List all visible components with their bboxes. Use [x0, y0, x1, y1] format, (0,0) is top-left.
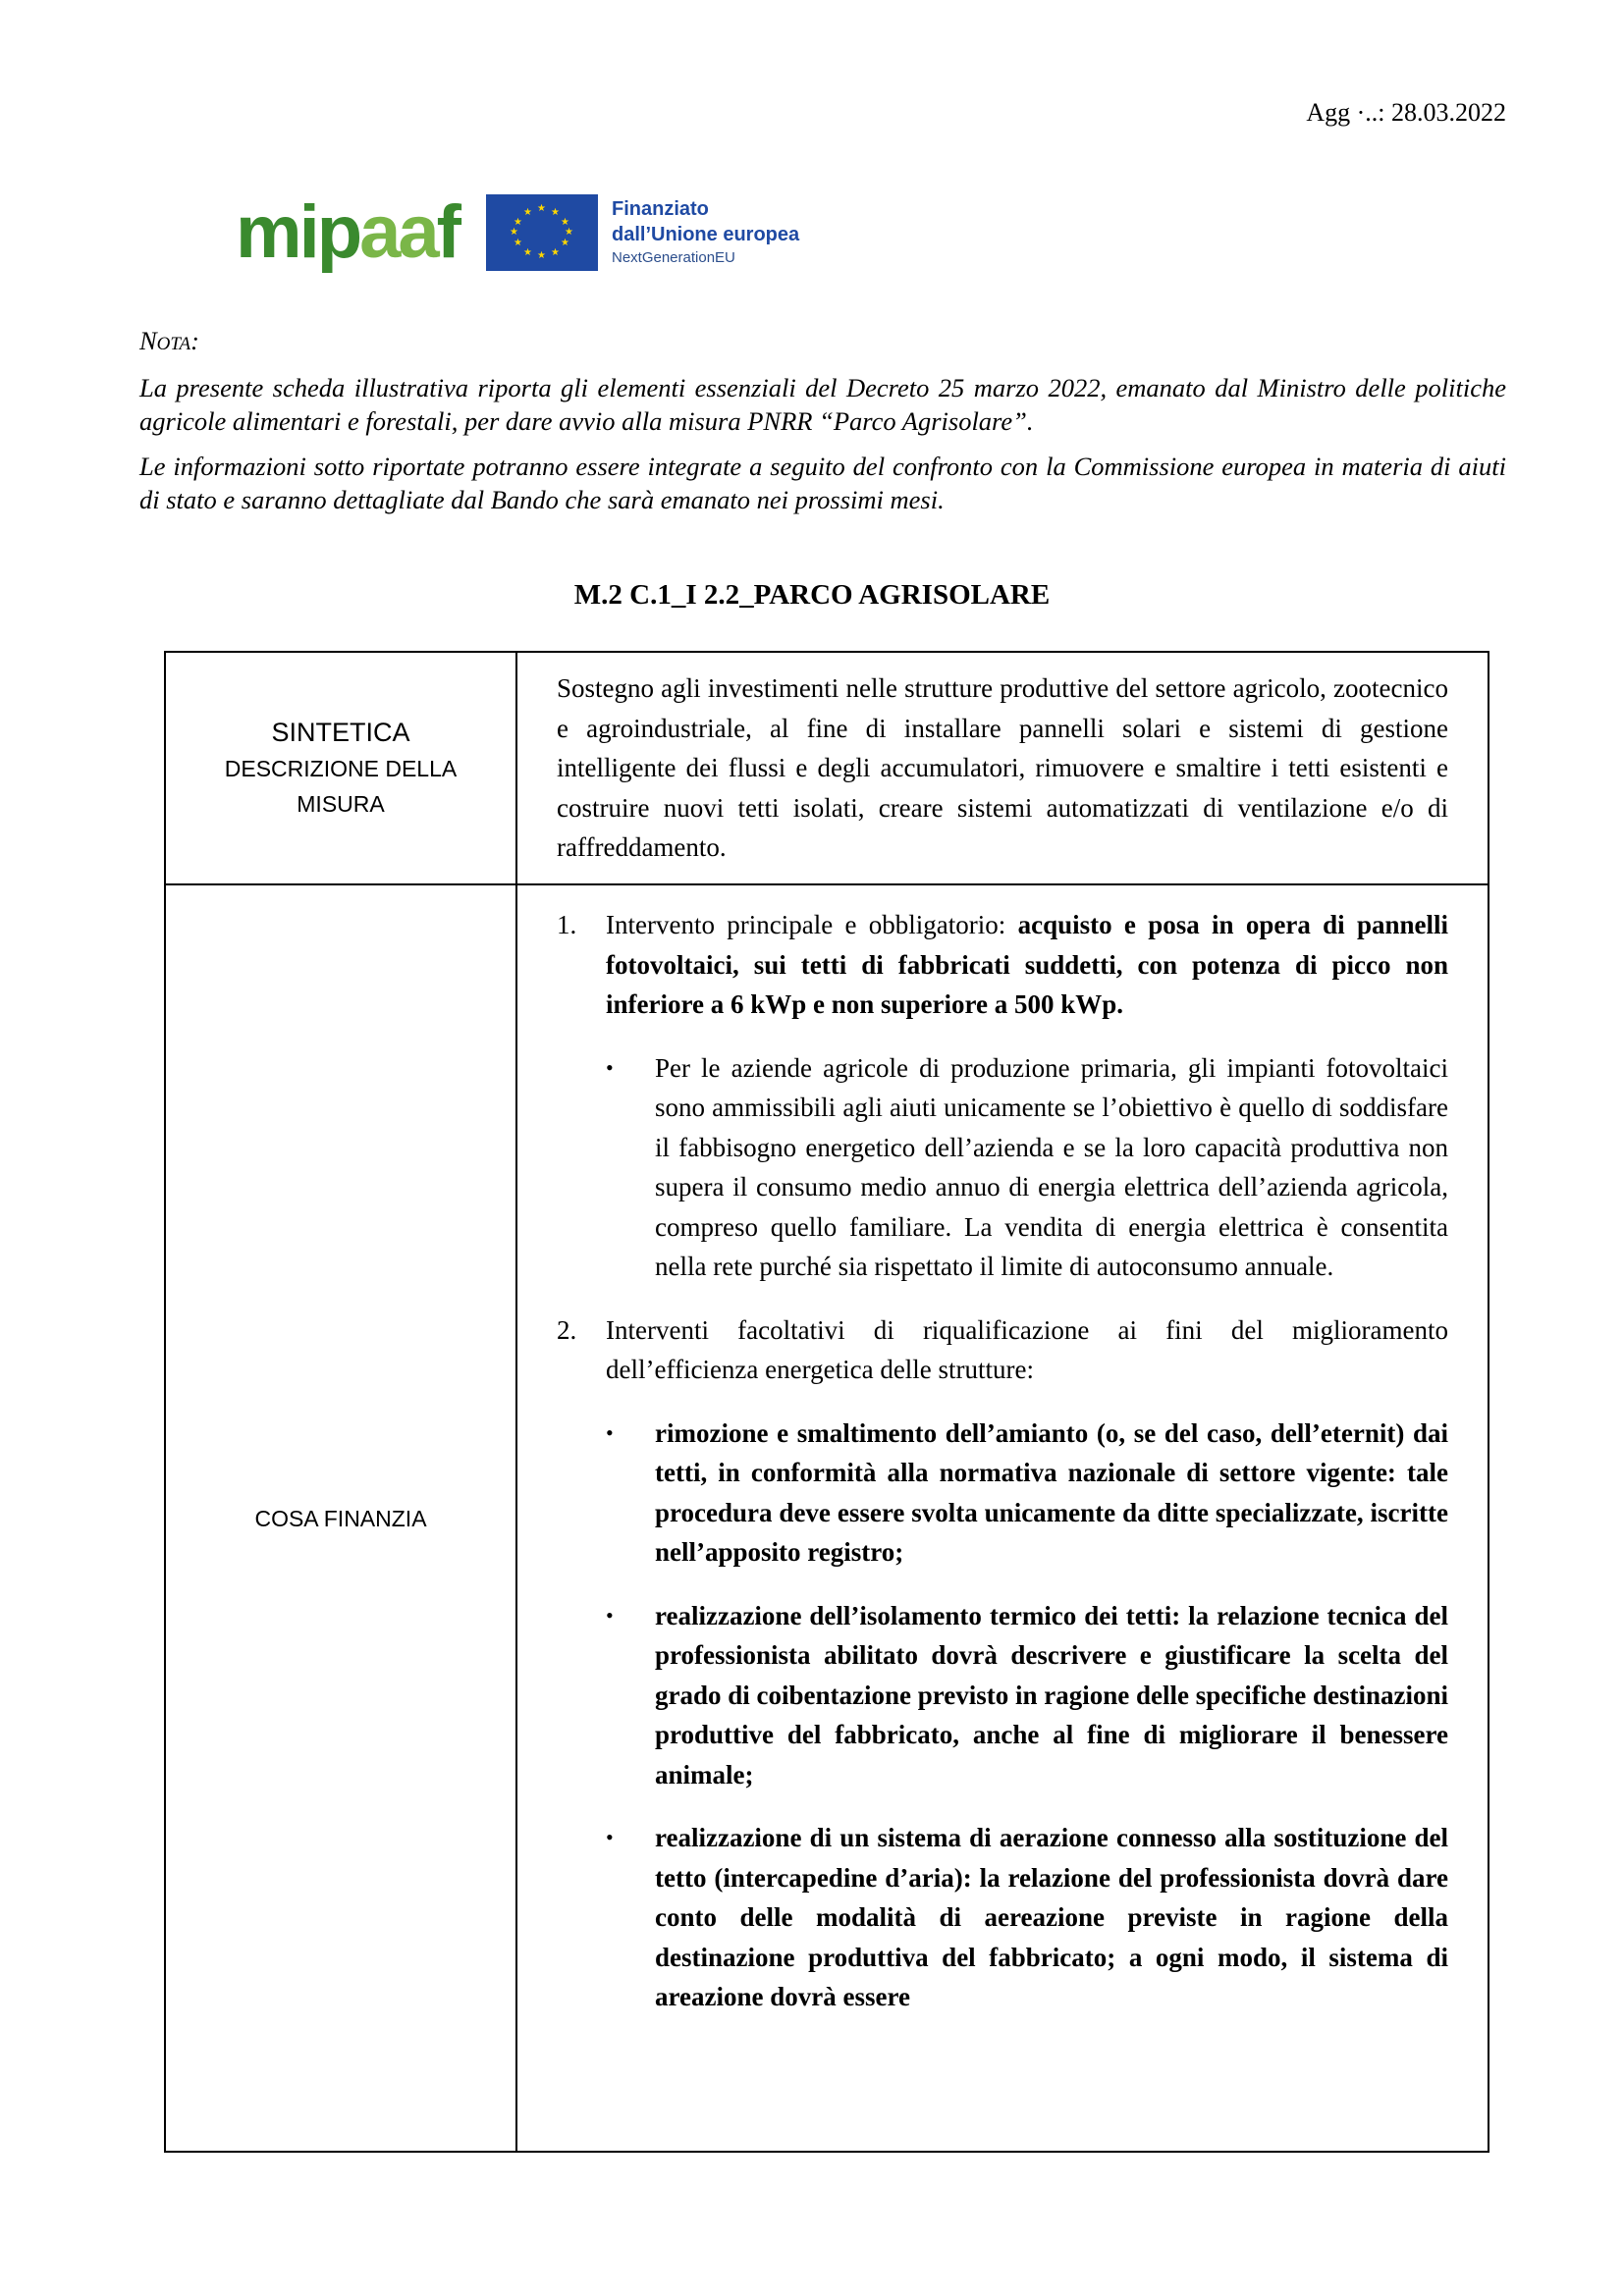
note-label: Nota:	[139, 326, 199, 355]
list-item: • rimozione e smaltimento dell’amianto (o, se del caso, dell’eternit) dai tetti, in conformità alla normativa nazionale di settore vigente: tale procedura deve essere svolta unicamente da ditte specializzate, iscritte nell’apposito registro;	[606, 1417, 1448, 1567]
update-date: Agg ·..: 28.03.2022	[1306, 98, 1506, 127]
table-row	[165, 884, 1489, 2152]
measure-table	[164, 651, 1489, 2153]
note-section	[139, 324, 1506, 528]
row-content	[516, 884, 1489, 2152]
note-paragraph-2: Le informazioni sotto riportate potranno essere integrate a seguito del confronto con la Commissione europea in materia di aiuti di stato e saranno dettagliate dal Bando che sarà emanato nei prossimi mesi.	[139, 452, 1506, 514]
row-description: Sostegno agli investimenti nelle strutture produttive del settore agricolo, zootecnico e agroindustriale, al fine di installare pannelli solari e sistemi di gestione intelligente dei flussi e degli accumulatori, rimuovere e smaltire i tetti esistenti e costruire nuovi tetti isolati, creare sistemi automatizzati di ventilazione e/o di raffreddamento.	[516, 652, 1489, 884]
list-item: 1. Intervento principale e obbligatorio: acquisto e posa in opera di pannelli fotovoltaici, sui tetti di fabbricati suddetti, con potenza di picco non inferiore a 6 kWp e non superiore a 500 kWp.	[557, 910, 1448, 1019]
eu-funding-text: Finanziato dall’Unione europea NextGenerationEU	[611, 198, 800, 266]
mipaaf-logo: mipaaf	[236, 190, 459, 274]
row-label: SINTETICA DESCRIZIONE DELLA MISURA	[165, 652, 516, 884]
eu-flag-icon: ★ ★ ★ ★ ★ ★ ★ ★ ★ ★ ★ ★	[486, 194, 598, 271]
list-item: • realizzazione di un sistema di aerazione connesso alla sostituzione del tetto (intercapedine d’aria): la relazione del professionista dovrà dare conto delle modalità di aereazione previste in ragione della destinazione produttiva del fabbricato; a ogni modo, il sistema di areazione dovrà essere	[606, 1823, 1448, 2011]
list-item: 2. Interventi facoltativi di riqualificazione ai fini del miglioramento dell’efficienza energetica delle strutture:	[557, 1314, 1448, 1384]
section-title: M.2 C.1_I 2.2_PARCO AGRISOLARE	[573, 579, 1051, 611]
list-item: • Per le aziende agricole di produzione primaria, gli impianti fotovoltaici sono ammissibili agli aiuti unicamente se l’obiettivo è quello di soddisfare il fabbisogno energetico dell’azienda e se la loro capacità produttiva non supera il consumo medio annuo di energia elettrica dell’azienda agricola, compreso quello familiare. La vendita di energia elettrica è consentita nella rete purché sia rispettato il limite di autoconsumo annuale.	[606, 1052, 1448, 1281]
logo-bar	[236, 188, 799, 277]
row-label: COSA FINANZIA	[165, 884, 516, 2152]
note-paragraph-1: La presente scheda illustrativa riporta gli elementi essenziali del Decreto 25 marzo 2022, emanato dal Ministro delle politiche agricole alimentari e forestali, per dare avvio alla misura PNRR “Parco Agrisolare”.	[139, 373, 1506, 436]
list-item: • realizzazione dell’isolamento termico dei tetti: la relazione tecnica del professionista abilitato dovrà descrivere e giustificare la scelta del grado di coibentazione previsto in ragione delle specifiche destinazioni produttive del fabbricato, anche al fine di migliorare il benessere animale;	[606, 1600, 1448, 1789]
table-row	[165, 652, 1489, 884]
